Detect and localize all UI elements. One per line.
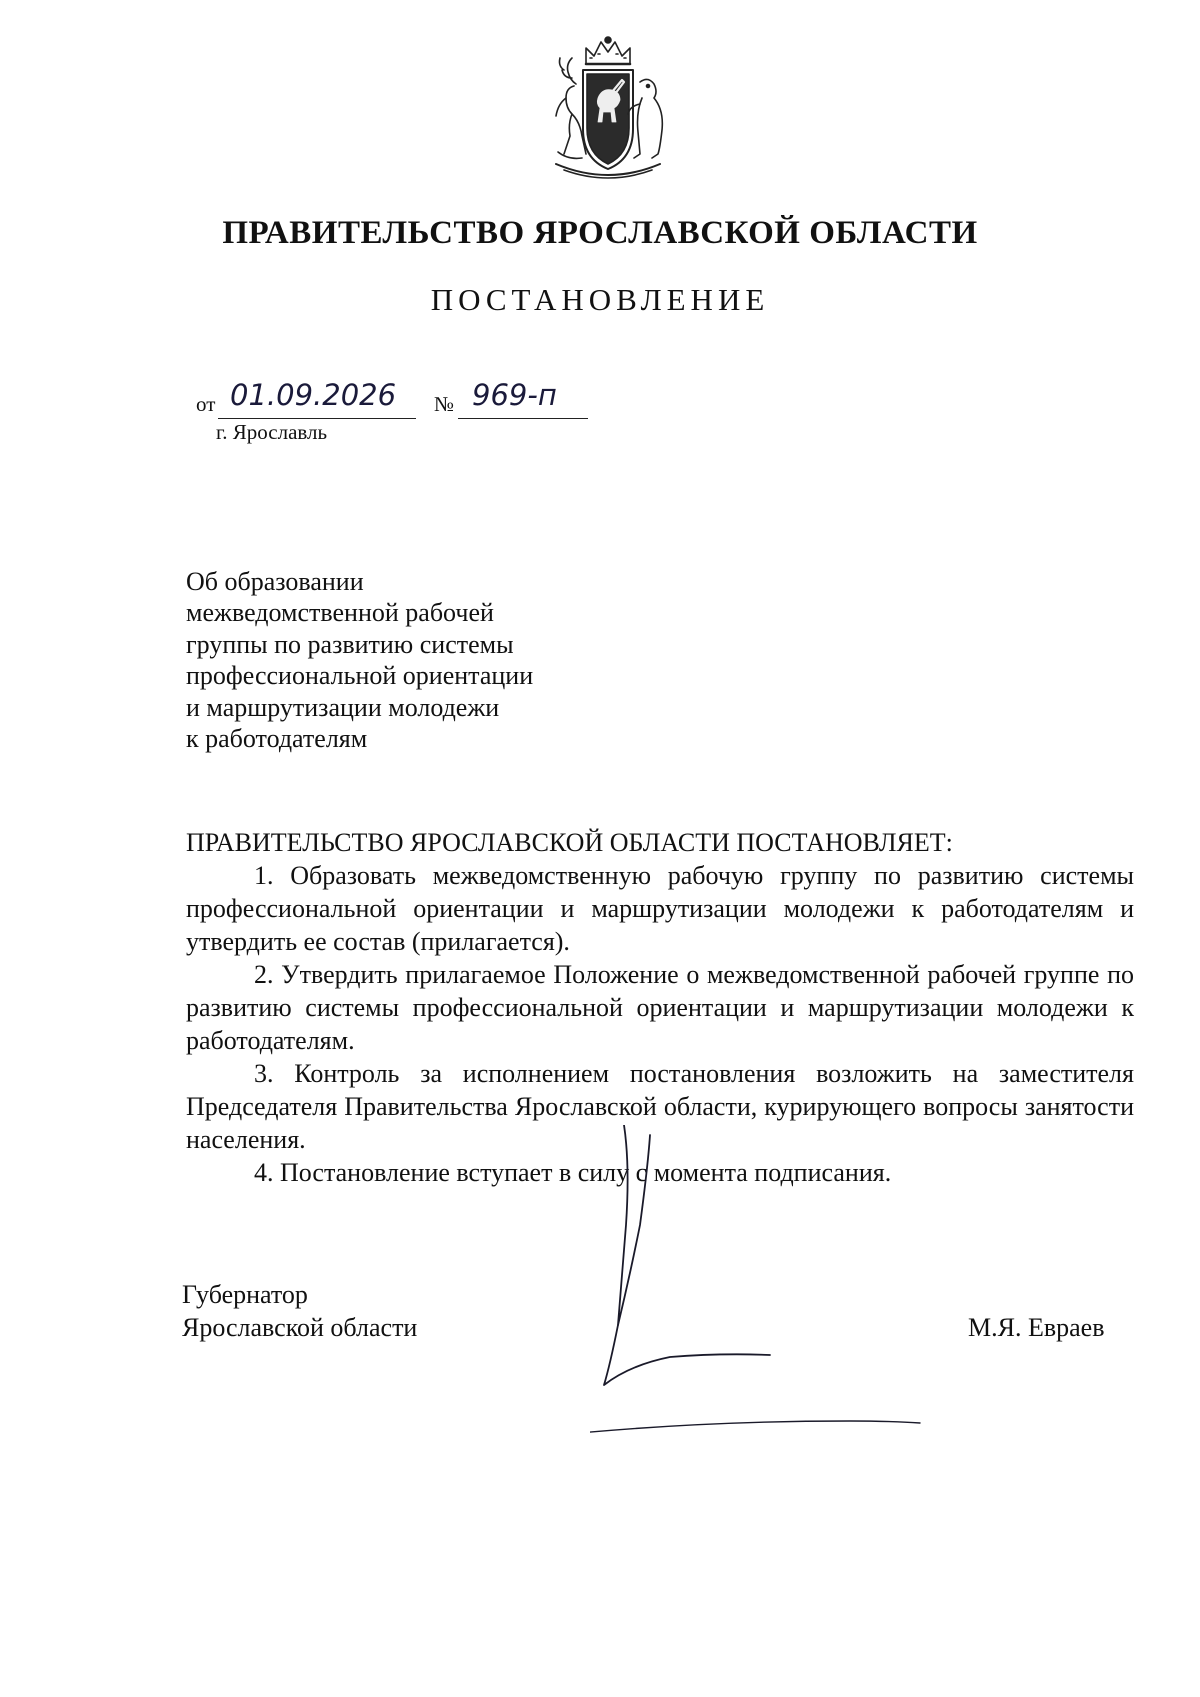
issue-city: г. Ярославль xyxy=(216,420,328,444)
subject-line: и маршрутизации молодежи xyxy=(186,692,500,722)
signatory-name: М.Я. Евраев xyxy=(968,1313,1105,1342)
subject-line: Об образовании xyxy=(186,567,364,596)
number-underline xyxy=(458,418,588,419)
handwritten-signature xyxy=(590,1125,990,1445)
document-subject xyxy=(186,566,626,754)
organization-title: ПРАВИТЕЛЬСТВО ЯРОСЛАВСКОЙ ОБЛАСТИ xyxy=(222,215,978,251)
subject-line: межведомственной рабочей xyxy=(186,598,494,628)
decree-paragraph-3: 3. Контроль за исполнением постановления возложить на заместителя Председателя Правительства Ярославской области, курирующего вопросы занятости населения. xyxy=(186,1059,1134,1154)
signatory-position-line: Ярославской области xyxy=(182,1313,418,1342)
decree-heading: ПРАВИТЕЛЬСТВО ЯРОСЛАВСКОЙ ОБЛАСТИ ПОСТАНОВЛЯЕТ: xyxy=(186,828,953,857)
date-underline xyxy=(218,418,416,419)
date-prefix-label: от xyxy=(196,392,216,416)
document-number: 969-п xyxy=(472,378,557,412)
registration-row xyxy=(196,378,616,418)
decree-paragraph-1: 1. Образовать межведомственную рабочую группу по развитию системы профессиональной ориентации и маршрутизации молодежи к работодателям и утвердить ее состав (прилагается). xyxy=(186,861,1134,956)
decree-paragraph-2: 2. Утвердить прилагаемое Положение о межведомственной рабочей группе по развитию системы профессиональной ориентации и маршрутизации молодежи к работодателям. xyxy=(186,960,1134,1055)
signatory-position-line: Губернатор xyxy=(182,1280,308,1309)
document-type: ПОСТАНОВЛЕНИЕ xyxy=(430,282,770,317)
document-date: 01.09.2026 xyxy=(230,378,397,412)
decree-paragraph-4: 4. Постановление вступает в силу с момента подписания. xyxy=(254,1158,892,1187)
coat-of-arms-emblem xyxy=(528,34,688,184)
signatory-position xyxy=(182,1278,417,1344)
subject-line: профессиональной ориентации xyxy=(186,661,534,691)
number-label: № xyxy=(434,392,455,416)
subject-line: к работодателям xyxy=(186,724,368,754)
subject-line: группы по развитию системы xyxy=(186,629,514,659)
